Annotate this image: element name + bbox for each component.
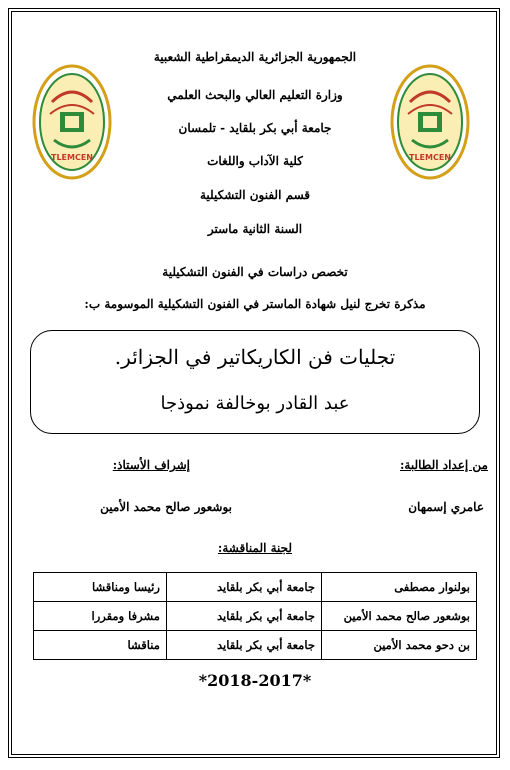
- committee-member-role: رئيسا ومناقشا: [34, 573, 167, 602]
- committee-member-name: بوشعور صالح محمد الأمين: [321, 602, 476, 631]
- committee-label: لجنة المناقشة:: [217, 541, 293, 555]
- committee-member-role: مناقشا: [34, 631, 167, 660]
- thesis-title: تجليات فن الكاريكاتير في الجزائر.: [114, 345, 396, 369]
- committee-member-university: جامعة أبي بكر بلقايد: [166, 573, 321, 602]
- year-level-line: السنة الثانية ماستر: [207, 222, 303, 236]
- committee-table: [33, 572, 477, 660]
- ministry-line: وزارة التعليم العالي والبحث العلمي: [167, 88, 343, 102]
- republic-line: الجمهورية الجزائرية الديمقراطية الشعبية: [153, 50, 357, 64]
- faculty-line: كلية الآداب واللغات: [207, 154, 303, 168]
- committee-member-university: جامعة أبي بكر بلقايد: [166, 631, 321, 660]
- committee-member-university: جامعة أبي بكر بلقايد: [166, 602, 321, 631]
- specialty-line: تخصص دراسات في الفنون التشكيلية: [162, 265, 348, 279]
- committee-member-role: مشرفا ومقررا: [34, 602, 167, 631]
- thesis-note: مذكرة تخرج لنيل شهادة الماستر في الفنون التشكيلية الموسومة ب:: [84, 297, 426, 311]
- committee-member-name: بولنوار مصطفى: [321, 573, 476, 602]
- academic-year: *2018-2017*: [198, 671, 312, 690]
- student-label: من إعداد الطالبة:: [399, 458, 488, 472]
- table-row: [34, 631, 477, 660]
- logo-text-right: TLEMCEN: [408, 153, 452, 162]
- thesis-subtitle: عبد القادر بوخالفة نموذجا: [160, 393, 350, 414]
- logo-text-left: TLEMCEN: [50, 153, 94, 162]
- committee-member-name: بن دحو محمد الأمين: [321, 631, 476, 660]
- student-name: عامري إسمهان: [408, 500, 484, 514]
- supervisor-label: إشراف الأستاذ:: [112, 458, 190, 472]
- supervisor-name: بوشعور صالح محمد الأمين: [100, 500, 232, 514]
- table-row: [34, 602, 477, 631]
- thesis-title-box: [30, 330, 480, 434]
- department-line: قسم الفنون التشكيلية: [199, 188, 311, 202]
- table-row: [34, 573, 477, 602]
- university-line: جامعة أبي بكر بلقايد - تلمسان: [178, 121, 332, 135]
